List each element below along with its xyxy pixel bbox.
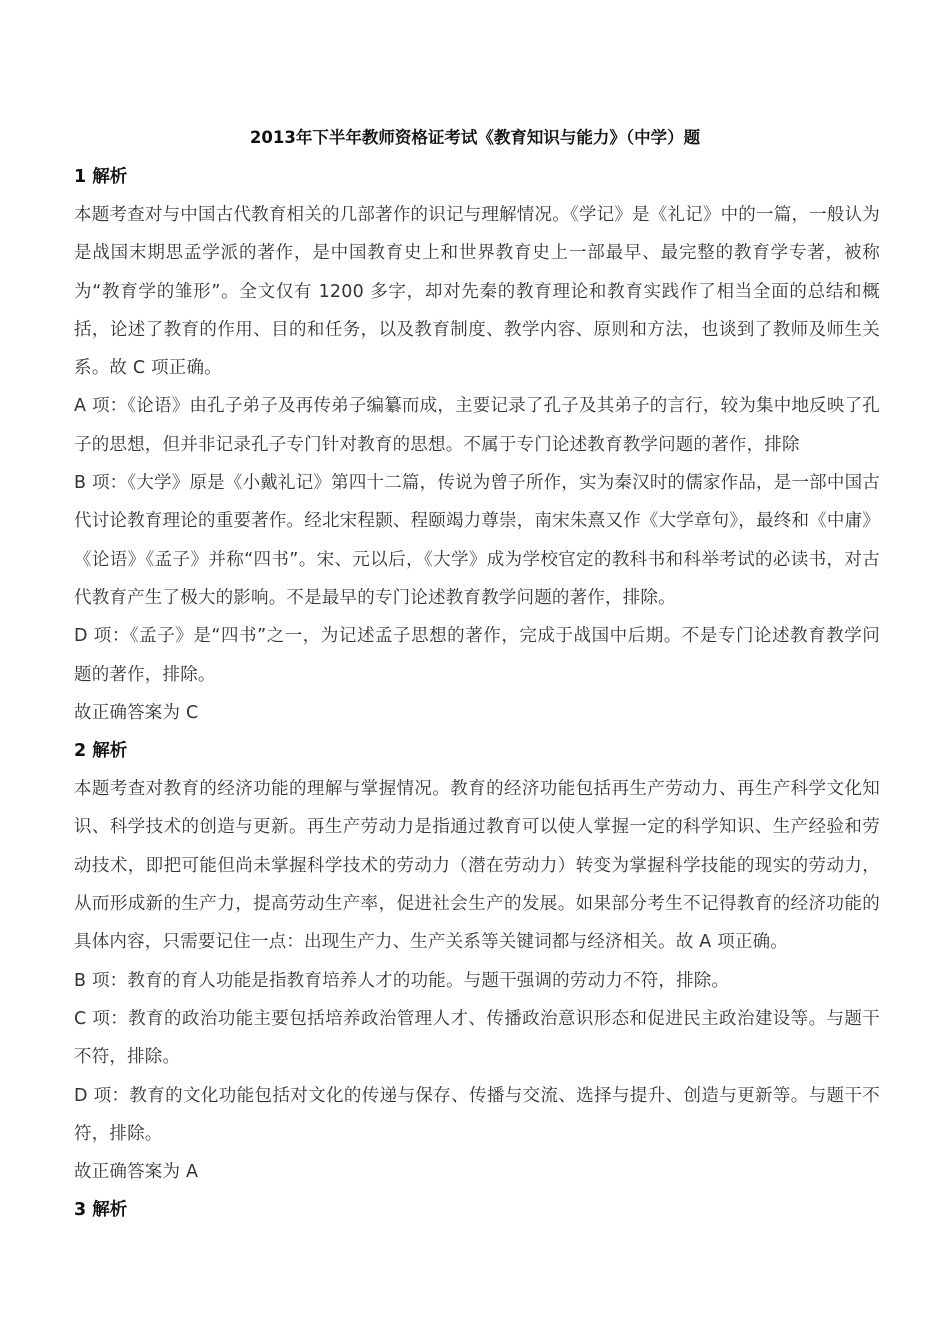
section-heading: 2 解析 <box>74 741 128 762</box>
answer-section-1 <box>74 158 880 732</box>
option-a-paragraph: A 项：《论语》由孔子弟子及再传弟子编纂而成，主要记录了孔子及其弟子的言行，较为集中地反映了孔子的思想，但并非记录孔子专门针对教育的思想。不属于专门论述教育教学问题的著作，排除 <box>74 396 880 455</box>
answer-section-2 <box>74 732 880 1191</box>
answer-section-3 <box>74 1191 880 1229</box>
option-d-paragraph: D 项：教育的文化功能包括对文化的传递与保存、传播与交流、选择与提升、创造与更新等。与题干不符，排除。 <box>74 1085 880 1144</box>
option-d-paragraph: D 项：《孟子》是“四书”之一，为记述孟子思想的著作，完成于战国中后期。不是专门论述教育教学问题的著作，排除。 <box>74 626 880 685</box>
option-b-paragraph: B 项：教育的育人功能是指教育培养人才的功能。与题干强调的劳动力不符，排除。 <box>74 970 730 991</box>
document-page <box>74 122 880 1229</box>
explanation-paragraph: 本题考查对与中国古代教育相关的几部著作的识记与理解情况。《学记》是《礼记》中的一篇，一般认为是战国末期思孟学派的著作，是中国教育史上和世界教育史上一部最早、最完整的教育学专著，被称为“教育学的雏形”。全文仅有 1200 多字，却对先秦的教育理论和教育实践作了相当全面的总结和概括，论述了教育的作用、目的和任务，以及教育制度、教学内容、原则和方法，也谈到了教师及师生关系。故 C 项正确。 <box>74 205 880 379</box>
section-heading: 3 解析 <box>74 1200 128 1221</box>
option-b-paragraph: B 项：《大学》原是《小戴礼记》第四十二篇，传说为曾子所作，实为秦汉时的儒家作品，是一部中国古代讨论教育理论的重要著作。经北宋程颢、程颐竭力尊崇，南宋朱熹又作《大学章句》，最终和《中庸》《论语》《孟子》并称“四书”。宋、元以后，《大学》成为学校官定的教科书和科举考试的必读书，对古代教育产生了极大的影响。不是最早的专门论述教育教学问题的著作，排除。 <box>74 473 880 608</box>
explanation-paragraph: 本题考查对教育的经济功能的理解与掌握情况。教育的经济功能包括再生产劳动力、再生产科学文化知识、科学技术的创造与更新。再生产劳动力是指通过教育可以使人掌握一定的科学知识、生产经验和劳动技术，即把可能但尚未掌握科学技术的劳动力（潜在劳动力）转变为掌握科学技能的现实的劳动力，从而形成新的生产力，提高劳动生产率，促进社会生产的发展。如果部分考生不记得教育的经济功能的具体内容，只需要记住一点：出现生产力、生产关系等关键词都与经济相关。故 A 项正确。 <box>74 779 880 953</box>
answer-line: 故正确答案为 A <box>74 1162 199 1183</box>
document-title: 2013年下半年教师资格证考试《教育知识与能力》（中学）题 <box>249 128 701 147</box>
answer-line: 故正确答案为 C <box>74 702 199 723</box>
option-c-paragraph: C 项：教育的政治功能主要包括培养政治管理人才、传播政治意识形态和促进民主政治建设等。与题干不符，排除。 <box>74 1008 880 1068</box>
section-heading: 1 解析 <box>74 167 128 187</box>
